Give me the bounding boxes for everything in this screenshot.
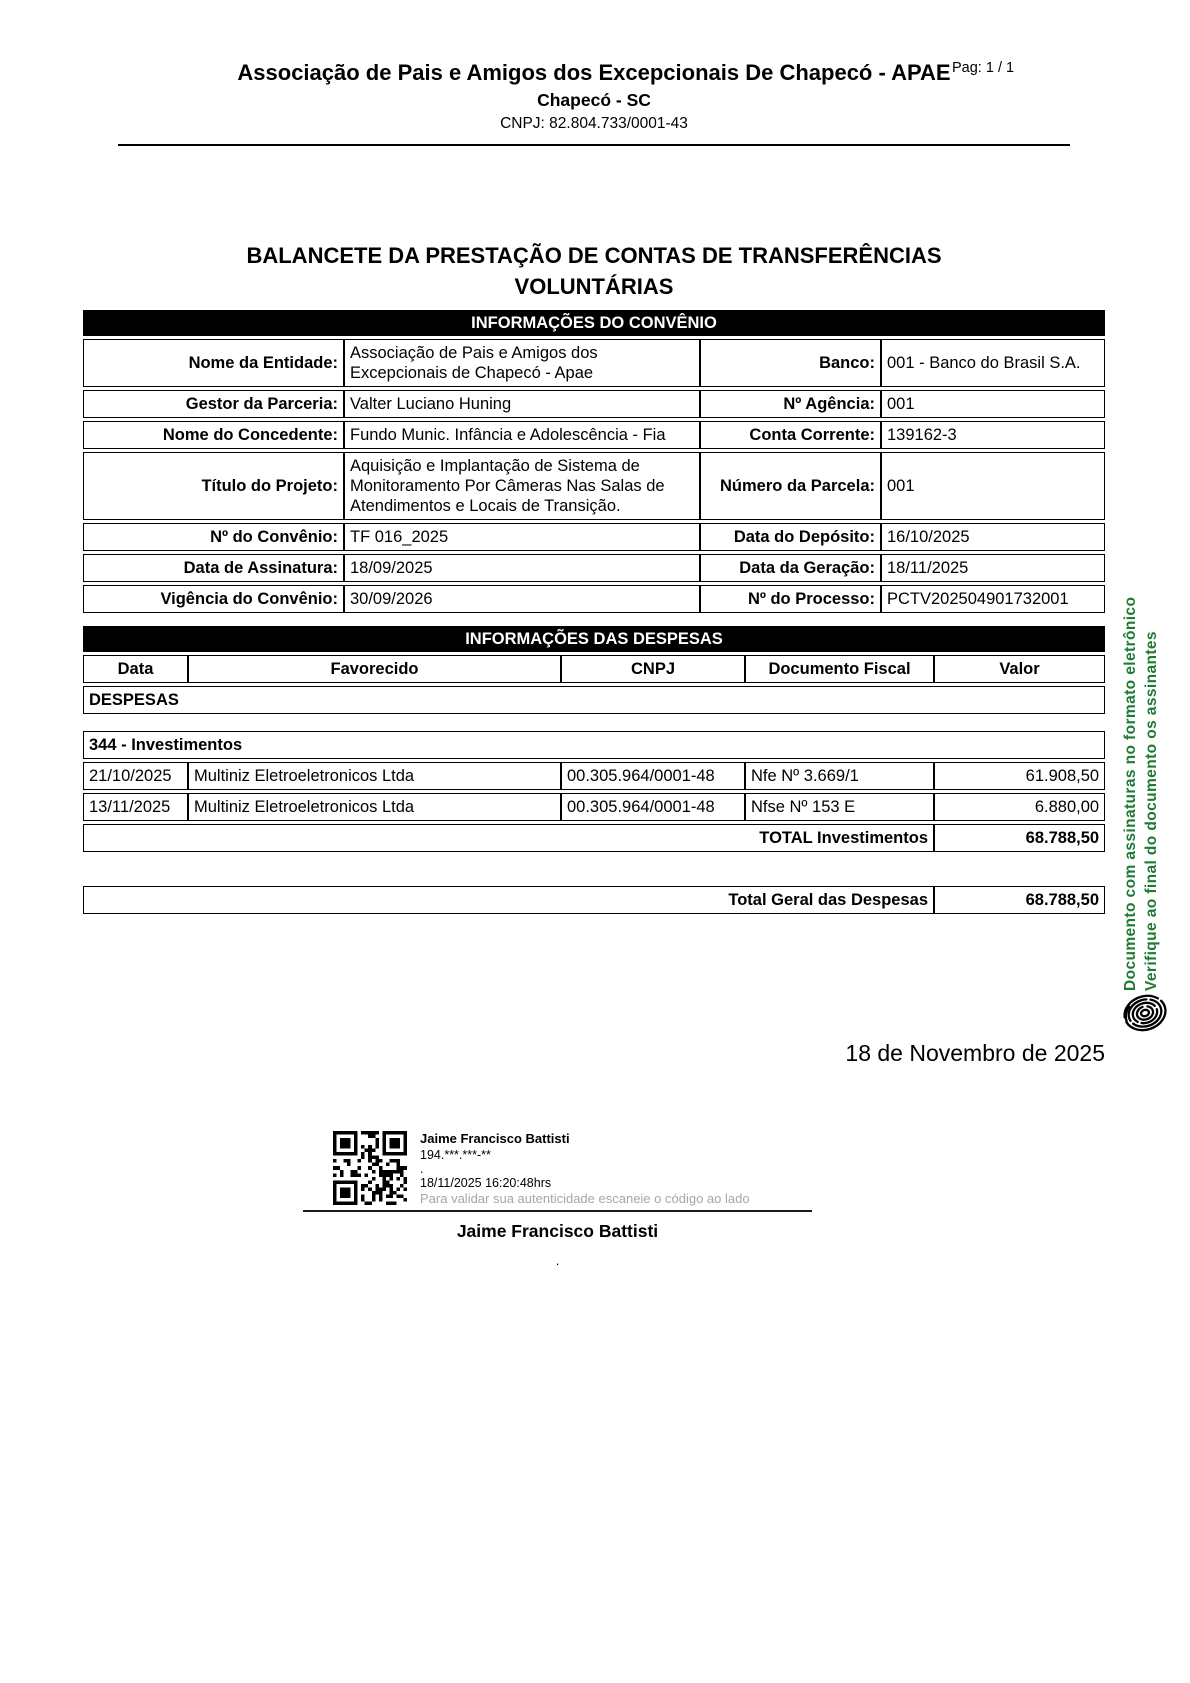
column-header-cnpj: CNPJ	[561, 655, 745, 683]
signature-name: Jaime Francisco Battisti	[420, 1131, 570, 1146]
side-banner-line2: Verifique ao final do documento os assinantes	[1143, 631, 1160, 991]
signature-cpf: 194.***.***-**	[420, 1148, 491, 1162]
expense-cnpj: 00.305.964/0001-48	[561, 762, 745, 790]
expense-documento: Nfe Nº 3.669/1	[745, 762, 934, 790]
column-header-favorecido: Favorecido	[188, 655, 561, 683]
despesas-header-table	[83, 652, 1105, 717]
table-row	[83, 452, 1105, 520]
header-divider	[118, 144, 1070, 146]
group-label: DESPESAS	[83, 686, 1105, 714]
expense-date: 13/11/2025	[83, 793, 188, 821]
field-value: TF 016_2025	[344, 523, 700, 551]
group-row	[83, 686, 1105, 714]
field-label: Banco:	[700, 339, 881, 387]
field-label: Data de Assinatura:	[83, 554, 344, 582]
grand-total-value: 68.788,50	[934, 886, 1105, 914]
organization-name: Associação de Pais e Amigos dos Excepcionais De Chapecó - APAE	[237, 60, 951, 85]
field-value: Associação de Pais e Amigos dos Excepcionais de Chapecó - Apae	[344, 339, 700, 387]
column-header-data: Data	[83, 655, 188, 683]
table-row	[83, 554, 1105, 582]
signature-block	[303, 1131, 812, 1268]
table-row	[83, 585, 1105, 613]
field-value: PCTV202504901732001	[881, 585, 1105, 613]
trailing-dot: .	[555, 1253, 560, 1268]
column-header-documento: Documento Fiscal	[745, 655, 934, 683]
total-row	[83, 824, 1105, 852]
convenio-table	[83, 336, 1105, 616]
signature-dot: .	[420, 1162, 424, 1176]
expense-favorecido: Multiniz Eletroeletronicos Ltda	[188, 793, 561, 821]
field-label: Nº Agência:	[700, 390, 881, 418]
column-header-row	[83, 655, 1105, 683]
document-date: 18 de Novembro de 2025	[845, 1040, 1105, 1066]
qr-code-icon	[333, 1131, 407, 1205]
field-value: 139162-3	[881, 421, 1105, 449]
expense-valor: 6.880,00	[934, 793, 1105, 821]
signer-name: Jaime Francisco Battisti	[456, 1221, 659, 1241]
signature-row	[303, 1131, 812, 1207]
grand-total-label: Total Geral das Despesas	[83, 886, 934, 914]
field-label: Nome do Concedente:	[83, 421, 344, 449]
signature-info	[420, 1131, 750, 1207]
section-header-convenio: INFORMAÇÕES DO CONVÊNIO	[83, 310, 1105, 336]
field-value: Valter Luciano Huning	[344, 390, 700, 418]
organization-city: Chapecó - SC	[537, 90, 651, 110]
field-value: Fundo Munic. Infância e Adolescência - Fia	[344, 421, 700, 449]
despesas-entries-table	[83, 728, 1105, 855]
field-value: Aquisição e Implantação de Sistema de Monitoramento Por Câmeras Nas Salas de Atendimentos e Locais de Transição.	[344, 452, 700, 520]
signature-line	[303, 1210, 812, 1212]
total-value: 68.788,50	[934, 824, 1105, 852]
expense-favorecido: Multiniz Eletroeletronicos Ltda	[188, 762, 561, 790]
document-title: BALANCETE DA PRESTAÇÃO DE CONTAS DE TRANSFERÊNCIAS VOLUNTÁRIAS	[246, 243, 942, 299]
grand-total-table	[83, 883, 1105, 917]
organization-cnpj: CNPJ: 82.804.733/0001-43	[500, 115, 688, 132]
field-label: Nº do Convênio:	[83, 523, 344, 551]
field-label: Título do Projeto:	[83, 452, 344, 520]
field-value: 001	[881, 390, 1105, 418]
field-label: Data do Depósito:	[700, 523, 881, 551]
expense-cnpj: 00.305.964/0001-48	[561, 793, 745, 821]
field-value: 30/09/2026	[344, 585, 700, 613]
category-label: 344 - Investimentos	[83, 731, 1105, 759]
field-value: 18/09/2025	[344, 554, 700, 582]
category-row	[83, 731, 1105, 759]
signature-validation-note: Para validar sua autenticidade escaneie o código ao lado	[420, 1191, 750, 1206]
field-label: Conta Corrente:	[700, 421, 881, 449]
expense-valor: 61.908,50	[934, 762, 1105, 790]
expense-documento: Nfse Nº 153 E	[745, 793, 934, 821]
section-header-despesas: INFORMAÇÕES DAS DESPESAS	[83, 626, 1105, 652]
field-value: 001 - Banco do Brasil S.A.	[881, 339, 1105, 387]
field-label: Gestor da Parceria:	[83, 390, 344, 418]
field-label: Vigência do Convênio:	[83, 585, 344, 613]
field-label: Nº do Processo:	[700, 585, 881, 613]
field-value: 18/11/2025	[881, 554, 1105, 582]
table-row	[83, 523, 1105, 551]
field-value: 16/10/2025	[881, 523, 1105, 551]
table-row	[83, 339, 1105, 387]
expense-date: 21/10/2025	[83, 762, 188, 790]
field-label: Número da Parcela:	[700, 452, 881, 520]
field-label: Nome da Entidade:	[83, 339, 344, 387]
page-number: Pag: 1 / 1	[952, 60, 1015, 76]
side-banner-line1: Documento com assinaturas no formato eletrônico	[1122, 596, 1139, 991]
total-label: TOTAL Investimentos	[83, 824, 934, 852]
column-header-valor: Valor	[934, 655, 1105, 683]
signature-timestamp: 18/11/2025 16:20:48hrs	[420, 1176, 552, 1190]
grand-total-row	[83, 886, 1105, 914]
expense-row	[83, 793, 1105, 821]
side-banner	[1120, 523, 1162, 991]
document-content	[83, 0, 1105, 917]
letterhead	[83, 0, 1105, 146]
fingerprint-icon	[1118, 990, 1172, 1036]
table-row	[83, 390, 1105, 418]
table-row	[83, 421, 1105, 449]
field-value: 001	[881, 452, 1105, 520]
field-label: Data da Geração:	[700, 554, 881, 582]
expense-row	[83, 762, 1105, 790]
